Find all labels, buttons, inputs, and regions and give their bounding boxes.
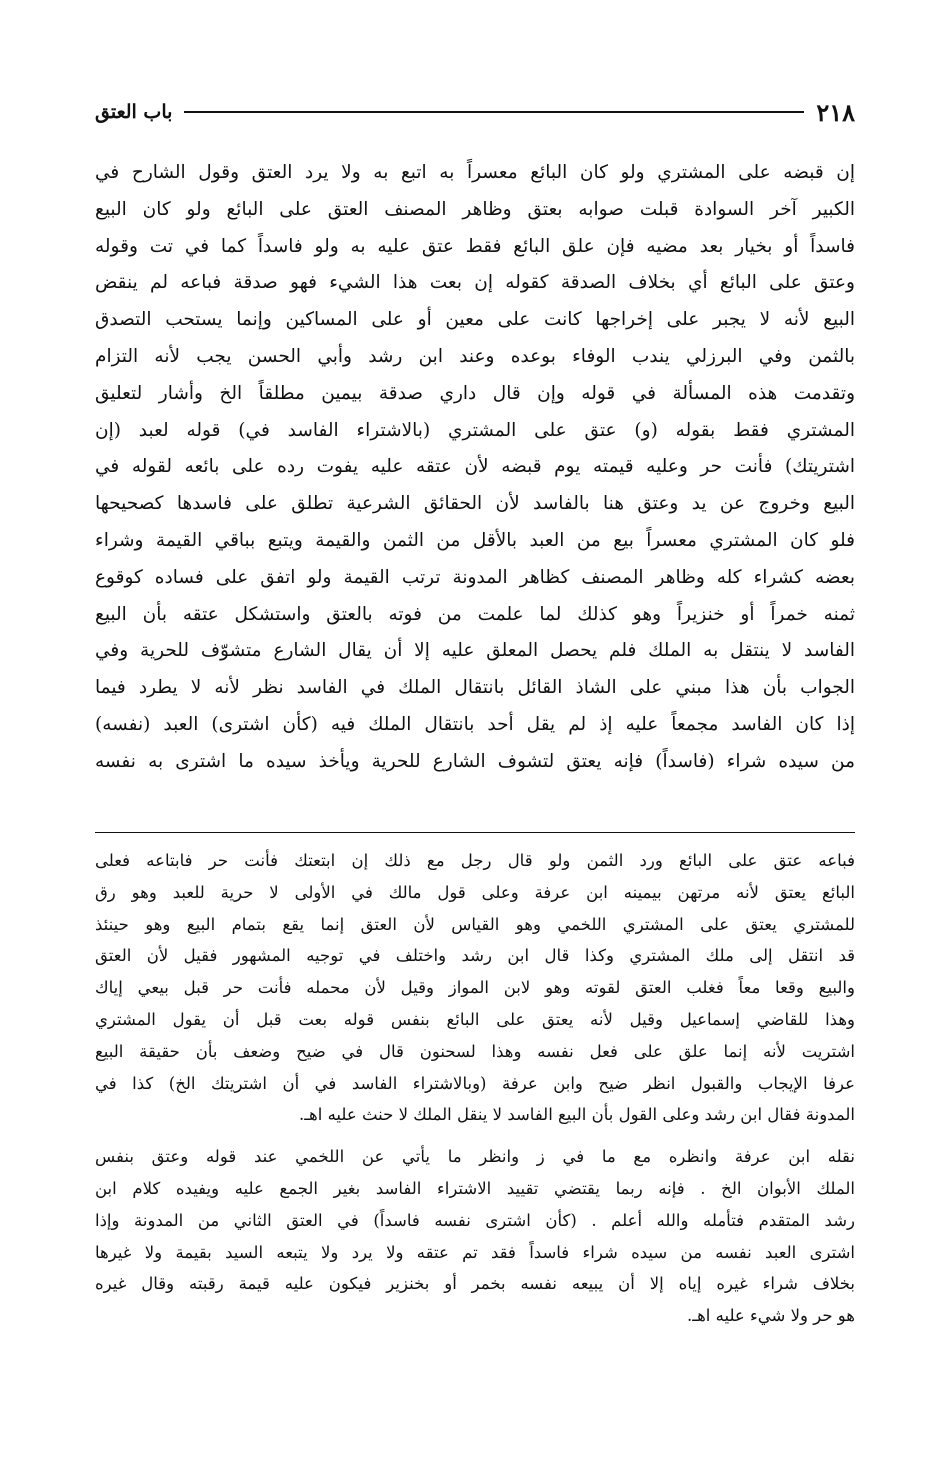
text-line: بعضه كشراء كله وظاهر المصنف كظاهر المدونة ترتب القيمة ولو اتفق على فساده كوقوع <box>95 566 855 588</box>
text-line: إذا كان الفاسد مجمعاً عليه إذ لم يقل أحد بانتقال الملك فيه (كأن اشترى) العبد (نفسه) <box>95 713 855 735</box>
footnote-line: الملك الأبوان الخ . فإنه ربما يقتضي تقييد الاشتراء الفاسد بغير الجمع عليه ويفيده كلام ابن <box>95 1178 855 1198</box>
text-line: إن قبضه على المشتري ولو كان البائع معسراً به اتبع به ولا يرد العتق وقول الشارح في <box>95 162 855 183</box>
footnote-line: قد انتقل إلى ملك المشتري وكذا قال ابن رشد واختلف في توجيه المشهور فقيل لأن العتق <box>95 946 855 966</box>
chapter-title: باب العتق <box>95 101 173 123</box>
text-line: ثمنه خمراً أو خنزيراً وهو كذلك لما علمت من فوته بالعتق واستشكل عتقه بأن البيع <box>95 603 855 625</box>
text-line: البيع لأنه لا يجبر على إخراجها كانت على معين أو على المساكين وإنما يستحب التصدق <box>95 309 855 331</box>
footnote-line: نقله ابن عرفة وانظره مع ما في ز وانظر ما يأتي عن اللخمي عند قوله وعتق بنفس <box>95 1147 855 1167</box>
footnote-line: اشتريت لأنه إنما علق على فعل نفسه وهذا لسحنون قال في ضيح وضعف بأن حقيقة البيع <box>95 1041 855 1061</box>
text-line: فاسداً أو بخيار بعد مضيه فإن علق البائع فقط عتق عليه به ولو فاسداً كما في تت وقوله <box>95 235 855 257</box>
footnote-line: بخلاف شراء غيره إياه إلا أن يبيعه نفسه بخمر أو بخنزير فيكون عليه قيمة رقبته وقال غيره <box>95 1274 855 1294</box>
text-line: بالثمن وفي البرزلي يندب الوفاء بوعده وعند ابن رشد وأبي الحسن يجب لأنه التزام <box>95 345 855 367</box>
text-line: المشتري فقط بقوله (و) عتق على المشتري (بالاشتراء الفاسد في) قوله لعبد (إن <box>95 419 855 441</box>
footnote-line: للمشتري يعتق على المشتري اللخمي وهو القياس لأن العتق إنما يقع بتمام البيع وهو حينئذ <box>95 914 855 934</box>
text-line: الفاسد لا ينتقل به الملك فلم يحصل المعلق عليه إلا أن يقال الشارع متشوّف للحرية وفي <box>95 640 855 662</box>
footnote-line: هو حر ولا شيء عليه اهـ. <box>687 1306 855 1326</box>
footnote-line: البائع يعتق لأنه مرتهن بيمينه ابن عرفة وعلى قول مالك في الأولى لا حرية للعبد وهو رق <box>95 882 855 902</box>
page-header <box>95 92 855 132</box>
footnote-line: وهذا للقاضي إسماعيل وقيل لأنه يعتق على البائع بنفس قوله بعت قبل أن يقول المشتري <box>95 1009 855 1029</box>
main-text <box>95 155 855 781</box>
text-line: وتقدمت هذه المسألة في قوله وإن قال داري صدقة بيمين مطلقاً الخ وأشار لتعليق <box>95 382 855 404</box>
paragraph-gap <box>95 1131 855 1141</box>
footnotes <box>95 845 855 1332</box>
text-line: الجواب بأن هذا مبني على الشاذ القائل بانتقال الملك في الفاسد نظر لأنه لا يطرد فيما <box>95 677 855 699</box>
text-line: من سيده شراء (فاسداً) فإنه يعتق لتشوف الشارع للحرية ويأخذ سيده ما اشترى به نفسه <box>95 750 855 772</box>
footnote-line: فباعه عتق على البائع ورد الثمن ولو قال رجل مع ذلك إن ابتعتك فأنت حر فابتاعه فعلى <box>95 851 855 870</box>
text-line: فلو كان المشتري معسراً بيع من العبد بالأقل من الثمن والقيمة ويتبع بباقي القيمة وشراء <box>95 529 855 551</box>
text-line: الكبير آخر السوادة قبلت صوابه بعتق وظاهر المصنف العتق على البائع ولو كان البيع <box>95 198 855 220</box>
text-line: البيع وخروج عن يد وعتق هنا بالفاسد لأن الحقائق الشرعية تطلق على فاسدها كصحيحها <box>95 493 855 515</box>
page-number: ٢١٨ <box>816 97 855 127</box>
text-line: وعتق على البائع أي بخلاف الصدقة كقوله إن بعت هذا الشيء فهو صدقة فباعه لم ينقض <box>95 272 855 294</box>
footnote-line: اشترى العبد نفسه من سيده شراء فاسداً فقد تم عتقه ولا يرد ولا يتبعه السيد بقيمة ولا غيرها <box>95 1242 855 1262</box>
header-rule <box>184 111 804 113</box>
footnote-line: رشد المتقدم فتأمله والله أعلم . (كأن اشترى نفسه فاسداً) في العتق الثاني من المدونة وإذا <box>95 1210 855 1230</box>
text-line: اشتريتك) فأنت حر وعليه قيمته يوم قبضه لأن عتقه عليه يفوت رده على بائعه لقوله في <box>95 456 855 478</box>
footnote-line: عرفا الإيجاب والقبول انظر ضيح وابن عرفة (وبالاشتراء الفاسد في أن اشتريتك الخ) كذا في <box>95 1073 855 1093</box>
footnote-separator <box>95 832 855 833</box>
footnote-line: المدونة فقال ابن رشد وعلى القول بأن البيع الفاسد لا ينقل الملك لا حنث عليه اهـ. <box>298 1105 855 1125</box>
footnote-line: والبيع وقعا معاً فغلب العتق لقوته وهو لابن المواز وقيل لأن محمله فأنت حر قبل بيعي إياك <box>95 978 855 998</box>
